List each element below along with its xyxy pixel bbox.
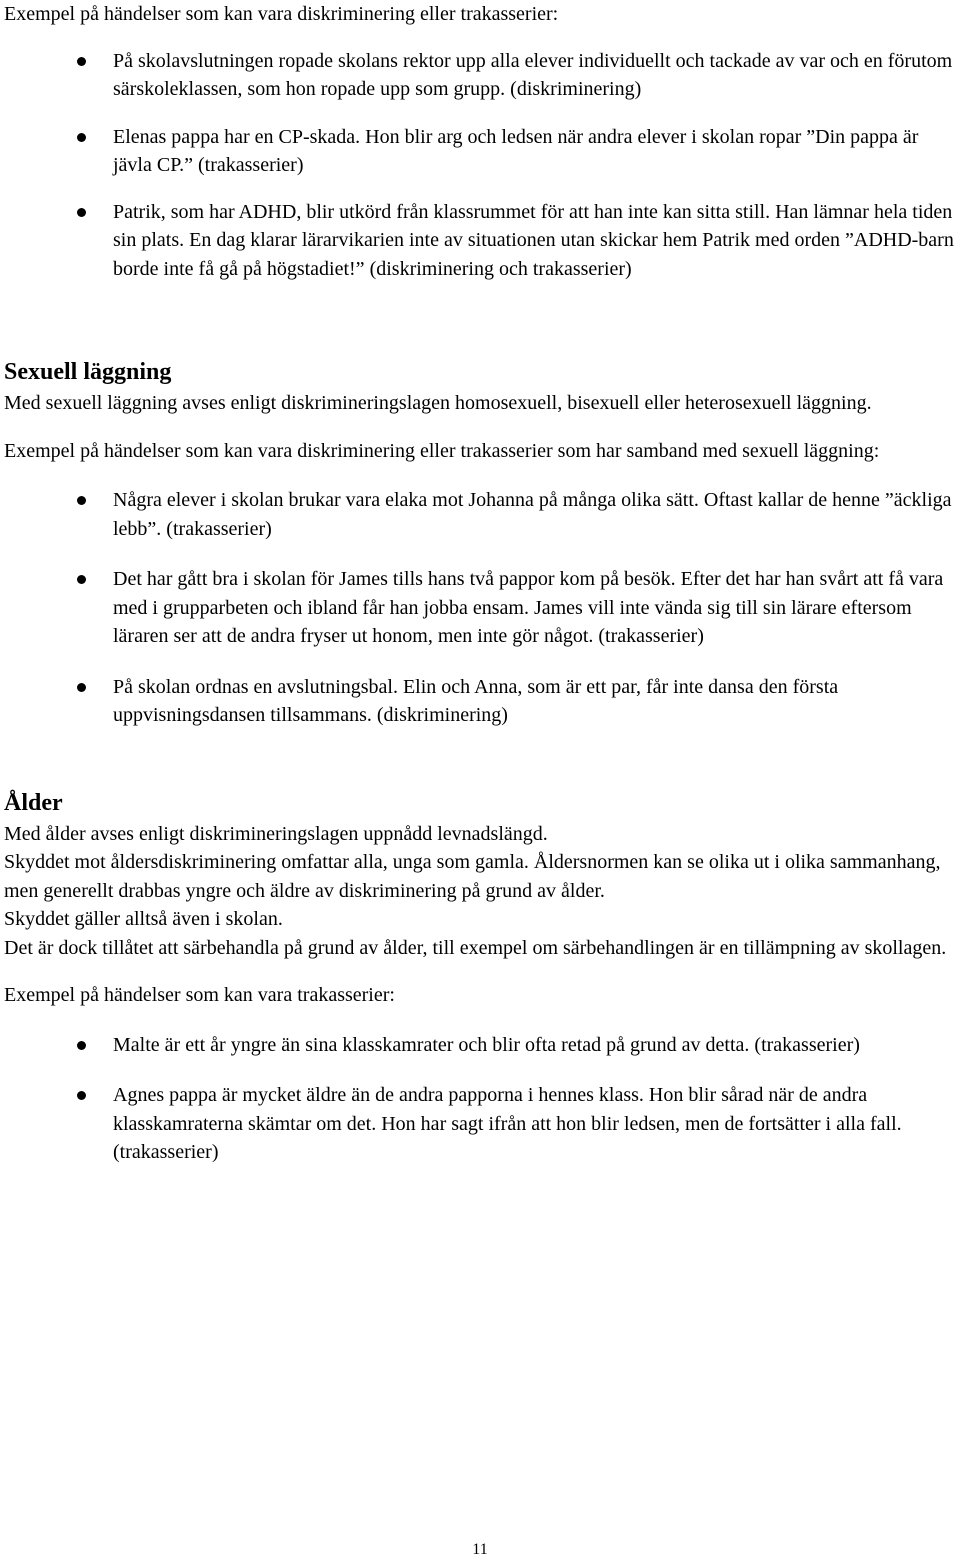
list-item-text: Malte är ett år yngre än sina klasskamrater och blir ofta retad på grund av detta. (trakasserier) (113, 1033, 860, 1056)
bullet-icon (77, 133, 86, 142)
bullet-icon (77, 683, 86, 692)
age-definition (4, 820, 956, 963)
age-definition-line: Skyddet mot åldersdiskriminering omfattar alla, unga som gamla. Åldersnormen kan se olika ut i olika sammanhang, men generellt drabbas yngre och äldre av diskriminering på grund av ålder. (4, 851, 941, 902)
bullet-icon (77, 496, 86, 505)
list-item-text: Det har gått bra i skolan för James tills hans två pappor kom på besök. Efter det har han svårt att få vara med i grupparbeten och ibland får han jobba ensam. James vill inte vända sig till sin lärare eftersom läraren ser att de andra fryser ut honom, men inte gör något. (trakasserier) (113, 568, 944, 647)
sexual-orientation-definition: Med sexuell läggning avses enligt diskrimineringslagen homosexuell, bisexuell eller heterosexuell läggning. (4, 392, 872, 414)
examples-intro: Exempel på händelser som kan vara diskriminering eller trakasserier: (4, 3, 559, 25)
list-item-text: På skolan ordnas en avslutningsbal. Elin och Anna, som är ett par, får inte dansa den första uppvisningsdansen tillsammans. (diskriminering) (113, 675, 839, 726)
list-item (4, 486, 956, 543)
bullet-icon (77, 57, 86, 66)
bullet-icon (77, 1091, 86, 1100)
list-item (4, 673, 956, 730)
age-definition-line: Med ålder avses enligt diskrimineringslagen uppnådd levnadslängd. (4, 822, 548, 845)
list-item (4, 47, 956, 104)
page-number: 11 (472, 1541, 488, 1558)
age-examples-list (4, 1031, 956, 1167)
list-item (4, 1031, 956, 1060)
examples-list (4, 47, 956, 284)
list-item (4, 198, 956, 284)
list-item-text: På skolavslutningen ropade skolans rektor upp alla elever individuellt och tackade av var och en förutom särskoleklassen, som hon ropade upp som grupp. (diskriminering) (113, 49, 953, 100)
list-item-text: Agnes pappa är mycket äldre än de andra papporna i hennes klass. Hon blir sårad när de andra klasskamraterna skämtar om det. Hon har sagt ifrån att hon blir ledsen, men de fortsätter i alla fall. (trakasserier) (113, 1084, 902, 1163)
age-examples-intro: Exempel på händelser som kan vara trakasserier: (4, 984, 395, 1006)
document-page (4, 0, 956, 1167)
list-item-text: Patrik, som har ADHD, blir utkörd från klassrummet för att han inte kan sitta still. Han lämnar hela tiden sin plats. En dag klarar lärarvikarien inte av situationen utan skickar hem Patrik med orden ”ADHD-barn borde inte få gå på högstadiet!” (diskriminering och trakasserier) (113, 200, 954, 280)
list-item (4, 565, 956, 651)
age-definition-line: Skyddet gäller alltså även i skolan. (4, 908, 283, 930)
sexual-orientation-examples-intro: Exempel på händelser som kan vara diskriminering eller trakasserier som har samband med sexuell läggning: (4, 439, 880, 462)
age-definition-line: Det är dock tillåtet att särbehandla på grund av ålder, till exempel om särbehandlingen är en tillämpning av skollagen. (4, 936, 947, 959)
list-item-text: Några elever i skolan brukar vara elaka mot Johanna på många olika sätt. Oftast kallar de henne ”äckliga lebb”. (trakasserier) (113, 489, 952, 540)
list-item (4, 1081, 956, 1167)
bullet-icon (77, 208, 86, 217)
sexual-orientation-examples-list (4, 486, 956, 730)
section-heading-sexual-orientation: Sexuell läggning (4, 359, 172, 385)
bullet-icon (77, 1041, 86, 1050)
list-item (4, 123, 956, 180)
bullet-icon (77, 575, 86, 584)
list-item-text: Elenas pappa har en CP-skada. Hon blir arg och ledsen när andra elever i skolan ropar ”Din pappa är jävla CP.” (trakasserier) (113, 125, 919, 176)
section-heading-age: Ålder (4, 789, 63, 816)
